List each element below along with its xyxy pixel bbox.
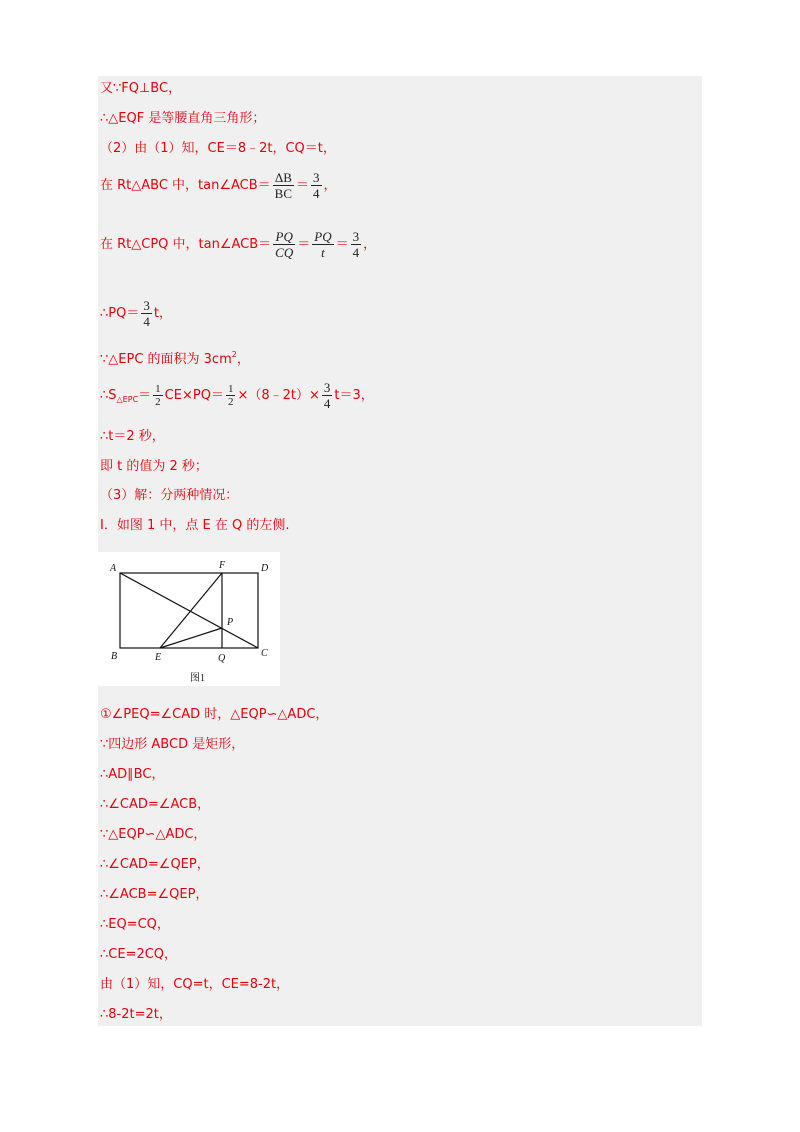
line-eqf-isosceles: ∴△EQF 是等腰直角三角形； <box>100 111 266 126</box>
text: 在 Rt△CPQ 中，tan∠ACB＝ <box>100 237 272 252</box>
fraction-three-four <box>141 298 152 329</box>
line-ad-parallel-bc: ∴AD∥BC， <box>100 767 165 782</box>
denominator: 4 <box>313 186 320 201</box>
line-rectangle: ∵四边形 ABCD 是矩形， <box>100 737 245 752</box>
line-pq-value <box>100 298 172 329</box>
denominator: CQ <box>275 245 294 260</box>
line-from-part1: 由（1）知，CQ=t，CE=8-2t， <box>100 977 290 992</box>
segment-ep <box>160 628 222 648</box>
comma: ， <box>323 178 337 193</box>
label-a: A <box>110 563 117 574</box>
denominator: BC <box>274 186 293 201</box>
numerator: ΔB <box>273 170 294 186</box>
line-t-equals-2: ∴t＝2 秒， <box>100 429 165 444</box>
line-equation: ∴8-2t=2t， <box>100 1007 172 1022</box>
text: ×（8﹣2t）× <box>237 388 320 403</box>
line-area-epc <box>100 347 250 368</box>
text: ∴PQ＝ <box>100 306 140 321</box>
text: 在 Rt△ABC 中，tan∠ACB＝ <box>100 178 271 193</box>
fraction-three-four <box>311 170 322 201</box>
denominator: 2 <box>227 396 234 408</box>
geometry-figure-1 <box>98 552 280 686</box>
superscript: 2 <box>231 350 237 359</box>
fraction-three-four <box>322 380 333 411</box>
numerator: 1 <box>155 383 161 395</box>
label-d: D <box>261 563 269 574</box>
equals: ＝ <box>296 178 310 193</box>
geometry-svg <box>98 552 280 686</box>
denominator: 4 <box>352 245 360 260</box>
denominator: 4 <box>143 314 150 329</box>
fraction-pq-cq <box>273 229 295 260</box>
text: ∴S <box>100 388 117 403</box>
line-part2-intro: （2）由（1）知，CE＝8﹣2t，CQ＝t， <box>100 141 336 156</box>
diagonal-ac <box>120 573 258 648</box>
segment-fe <box>160 573 222 648</box>
equals: ＝ <box>297 237 311 252</box>
line-eq-cq: ∴EQ=CQ， <box>100 917 170 932</box>
label-q: Q <box>218 653 226 664</box>
line-case-1: Ⅰ．如图 1 中，点 E 在 Q 的左侧. <box>100 518 290 533</box>
fraction-three-four <box>351 229 362 260</box>
line-case-1-condition: ①∠PEQ=∠CAD 时，△EQP∽△ADC， <box>100 707 329 722</box>
line-part3-intro: （3）解：分两种情况： <box>100 488 239 503</box>
fraction-half <box>226 383 236 408</box>
numerator: 3 <box>352 229 360 244</box>
text: t， <box>153 306 172 321</box>
label-p: P <box>227 617 234 628</box>
denominator: t <box>321 245 325 260</box>
text: t＝3， <box>334 388 374 403</box>
line-ce-2cq: ∴CE=2CQ， <box>100 947 178 962</box>
figure-caption: 图1 <box>190 673 205 684</box>
numerator: PQ <box>273 229 295 245</box>
numerator: PQ <box>314 229 332 244</box>
line-cad-qep: ∴∠CAD=∠QEP， <box>100 857 210 872</box>
numerator: 3 <box>143 298 150 313</box>
text: CE×PQ＝ <box>164 388 224 403</box>
line-tan-cpq <box>100 229 376 260</box>
fraction-ab-bc <box>273 170 294 201</box>
label-f: F <box>219 560 226 571</box>
comma: ， <box>363 237 377 252</box>
line-t-value: 即 t 的值为 2 秒； <box>100 459 208 474</box>
denominator: 2 <box>155 396 161 408</box>
numerator: 3 <box>313 170 320 185</box>
subscript: △EPC <box>116 395 139 404</box>
equals: ＝ <box>335 237 349 252</box>
line-similar: ∵△EQP∽△ADC， <box>100 827 207 842</box>
line-area-equation <box>100 380 374 411</box>
line-cad-acb: ∴∠CAD=∠ACB， <box>100 797 211 812</box>
fraction-half <box>153 383 163 408</box>
denominator: 4 <box>323 396 331 411</box>
solution-panel <box>98 76 702 1026</box>
label-e: E <box>155 652 162 663</box>
equals: ＝ <box>138 388 152 403</box>
numerator: 3 <box>323 380 331 395</box>
numerator: 1 <box>227 383 234 395</box>
label-b: B <box>111 651 118 662</box>
line-tan-abc <box>100 170 337 201</box>
text: ∵△EPC 的面积为 3cm <box>100 352 232 367</box>
fraction-pq-t <box>312 229 333 260</box>
line-acb-qep: ∴∠ACB=∠QEP， <box>100 887 209 902</box>
line-fq-perp-bc: 又∵FQ⊥BC， <box>100 81 182 96</box>
label-c: C <box>261 648 268 659</box>
comma: ， <box>236 352 250 367</box>
